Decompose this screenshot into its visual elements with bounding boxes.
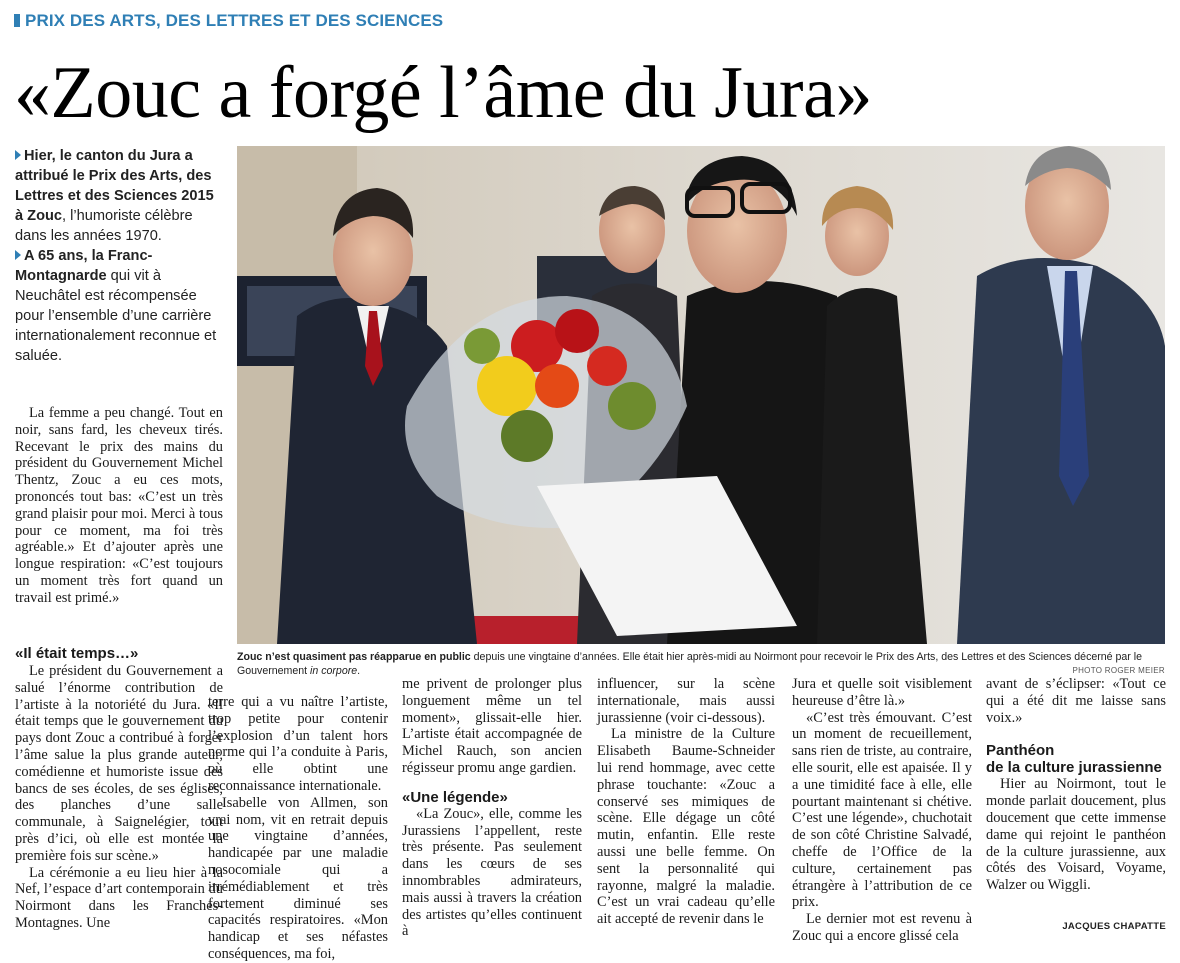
- body-paragraph: Jura et quelle soit visiblement heureuse d’être là.»: [792, 676, 972, 709]
- lead-bold-1: Hier, le canton du Jura a attribué le Prix des Arts, des Lettres et des Sciences 2015 à Zouc: [15, 148, 214, 224]
- subhead-line-1: Panthéon: [986, 742, 1055, 760]
- body-paragraph: La ministre de la Culture Elisabeth Baume-Schneider lui rend hommage, avec cette phrase touchante: «Zouc a conservé ses mimiques de scène. Elle dégage un côté mutin, enfantin. Elle reste aussi une belle femme. On sent la personnalité qui rayonne, malgré la maladie. C’est un vrai cadeau qu’elle ait accepté de revenir dans le: [597, 726, 775, 928]
- lead-paragraph-2: [15, 246, 223, 366]
- lead-text-1: , l’humoriste célèbre dans les années 1970.: [15, 208, 193, 244]
- section-kicker: [14, 11, 443, 31]
- body-paragraph: Le dernier mot est revenu à Zouc qui a encore glissé cela: [792, 911, 972, 944]
- body-paragraph: Hier au Noirmont, tout le monde parlait doucement, plus doucement que cette immense dame qui rejoint le panthéon de la culture jurassienne, aux côtés des Voisard, Voyame, Walzer ou Wiggli.: [986, 776, 1166, 894]
- lead-bold-2: A 65 ans, la Franc-Montagnarde: [15, 248, 153, 284]
- body-paragraph: influencer, sur la scène internationale, mais aussi jurassienne (voir ci-dessous).: [597, 676, 775, 726]
- article-headline: «Zouc a forgé l’âme du Jura»: [14, 52, 872, 134]
- body-paragraph: La cérémonie a eu lieu hier à la Nef, l’espace d’art contemporain du Noirmont dans les Franches-Montagnes. Une: [15, 864, 223, 931]
- subhead-pantheon: [986, 742, 1166, 776]
- caption-end: .: [357, 665, 361, 677]
- body-column-1-bottom: [15, 637, 223, 932]
- body-column-1-top: [15, 405, 223, 607]
- body-paragraph: avant de s’éclipser: «Tout ce qui a été dit me laisse sans voix.»: [986, 676, 1166, 726]
- body-column-3: [402, 676, 582, 940]
- caption-italic: in corpore: [310, 665, 358, 677]
- body-column-6: [986, 676, 1166, 894]
- photo-caption: [237, 650, 1165, 678]
- body-paragraph: Le président du Gouvernement a salué l’énorme contribution de l’artiste à la notoriété du Jura. «Il était temps que le gouvernement du pays dont Zouc a contribué à forger l’âme salue la plus grande auteur, comédienne et humoriste issue des bancs de ses écoles, de ses églises, des planches d’une salle communale, à Saignelégier, tout près d’ici, où elle est montée la première fois sur scène.»: [15, 663, 223, 864]
- lead-text-2: qui vit à Neuchâtel est récompensée pour l’ensemble d’une carrière internationalement reconnue et saluée.: [15, 268, 217, 364]
- subhead-il-etait-temps: «Il était temps…»: [15, 645, 139, 662]
- body-column-5: [792, 676, 972, 945]
- body-column-2: [208, 694, 388, 963]
- subhead-line-2: de la culture jurassienne: [986, 759, 1162, 777]
- lead-summary: [15, 146, 223, 366]
- body-paragraph: me privent de prolonger plus longuement même un tel moment», glissait-elle hier. L’artiste était accompagnée de Michel Rauch, son ancien régisseur promu ange gardien.: [402, 676, 582, 776]
- kicker-text: PRIX DES ARTS, DES LETTRES ET DES SCIENCES: [25, 11, 444, 30]
- body-paragraph: Isabelle von Allmen, son vrai nom, vit en retrait depuis une vingtaine d’années, handicapée par une maladie nosocomiale qui a irrémédiablement et très fortement diminué ses capacités respiratoires. «Mon handicap et ses néfastes conséquences, ma foi,: [208, 794, 388, 962]
- photo-credit: PHOTO ROGER MEIER: [1072, 666, 1165, 675]
- body-paragraph: terre qui a vu naître l’artiste, trop petite pour contenir l’explosion d’un talent hors norme qui l’a conduite à Paris, où elle obtint une reconnaissance internationale.: [208, 694, 388, 794]
- bullet-triangle-icon: [15, 150, 21, 160]
- bullet-triangle-icon: [15, 250, 21, 260]
- caption-bold: Zouc n’est quasiment pas réapparue en public: [237, 651, 471, 663]
- caption-text: depuis une vingtaine d’années. Elle était hier après-midi au Noirmont pour recevoir le Prix des Arts, des Lettres et des Sciences décerné par le Gouvernement: [237, 651, 1143, 677]
- photo-illustration: [237, 146, 1165, 644]
- subhead-une-legende: «Une légende»: [402, 788, 508, 806]
- lead-paragraph-1: [15, 146, 223, 246]
- kicker-marker-icon: [14, 14, 20, 27]
- body-column-4: [597, 676, 775, 928]
- body-paragraph: «La Zouc», elle, comme les Jurassiens l’appellent, reste très présente. Pas seulement dans les cœurs de ses innombrables admirateurs, mais aussi à travers la création des artistes qu’elles continuent à: [402, 805, 582, 940]
- body-paragraph: «C’est très émouvant. C’est un moment de recueillement, sans rien de triste, au contraire, elle sourit, elle est apaisée. Il y a une timidité face à elle, elle pourtant maintenant si chétive. C’est une légende», chuchotait de son côté Christine Salvadé, cheffe de l’Office de la culture, certainement pas étrangère à l’attribution de ce prix.: [792, 709, 972, 911]
- body-paragraph: La femme a peu changé. Tout en noir, sans fard, les cheveux tirés. Recevant le prix des mains du président du Gouvernement Michel Thentz, Zouc a eu ces mots, prononcés tout bas: «C’est un très grand plaisir pour moi. Merci à tous pour ce moment, ma foi très agréable.» Et d’ajouter après une longue respiration: «C’est toujours un moment très fort quand un travail est primé.»: [15, 405, 223, 606]
- article-photo: [237, 146, 1165, 644]
- author-byline: JACQUES CHAPATTE: [1062, 921, 1166, 932]
